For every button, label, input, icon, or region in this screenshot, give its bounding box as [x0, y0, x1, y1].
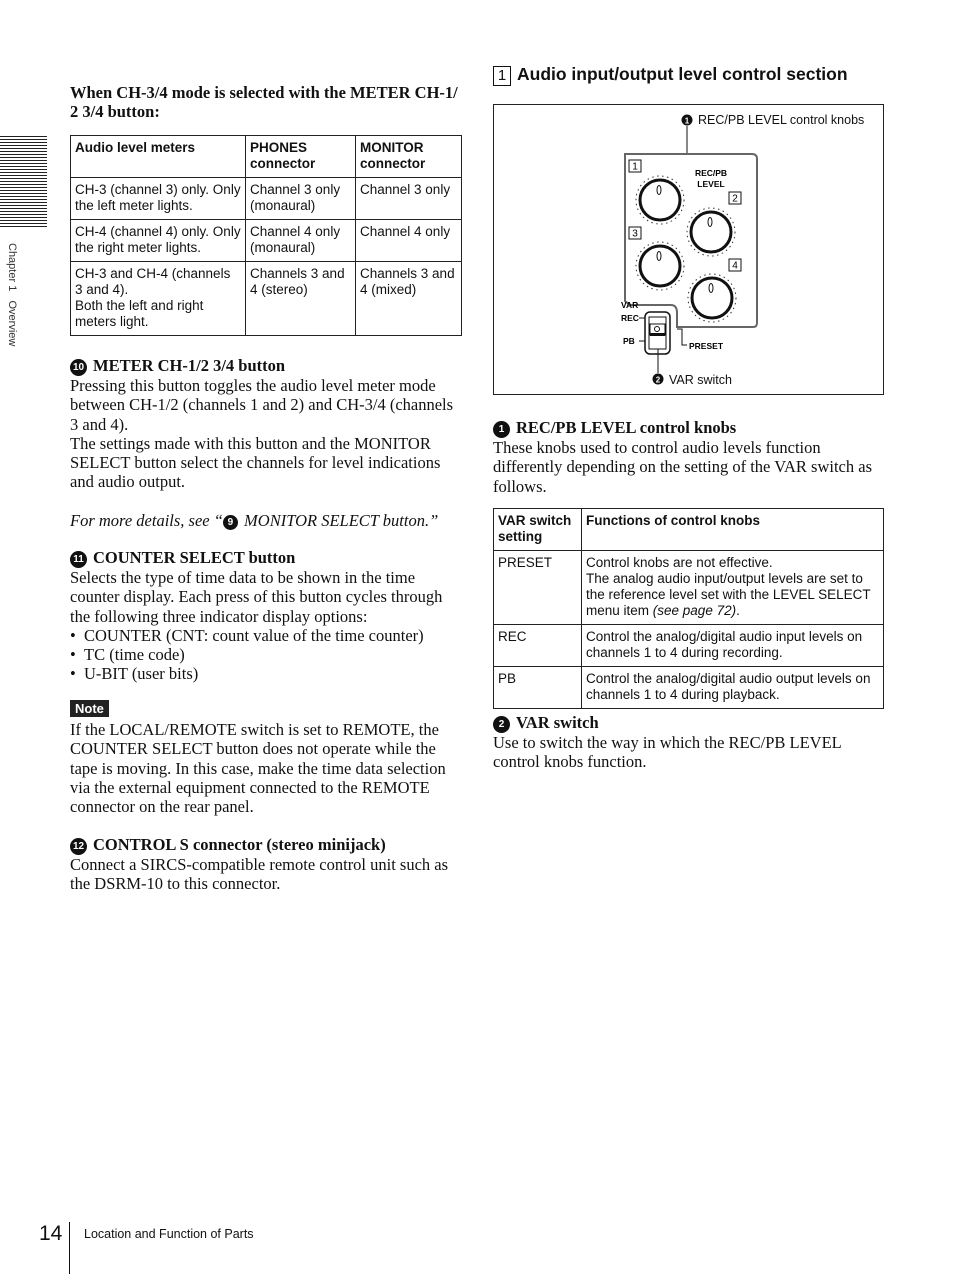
cell-text-end: .: [736, 603, 740, 618]
right-item-1-section: [493, 418, 884, 496]
item-11-title: COUNTER SELECT button: [93, 548, 296, 567]
cell-page-reference: (see page 72): [652, 603, 737, 618]
item-11-paragraph: Selects the type of time data to be shown in the time counter display. Each press of this button cycles through the following three indicator display options:: [70, 568, 443, 626]
panel-label-line-2: LEVEL: [697, 179, 725, 189]
section-title-text: Audio input/output level control section: [517, 64, 848, 84]
preset-label: PRESET: [689, 341, 724, 351]
table-cell: Channel 4 only: [356, 220, 462, 262]
table-cell: CH-3 and CH-4 (channels 3 and 4). Both the left and right meters light.: [71, 262, 246, 336]
number-badge: 2: [493, 716, 510, 733]
table-cell: Channel 4 only (monaural): [246, 220, 356, 262]
table-cell: Channels 3 and 4 (mixed): [356, 262, 462, 336]
knob-number-4: 4: [732, 260, 738, 272]
item-12-section: [70, 835, 462, 894]
table-header-row: [71, 136, 462, 178]
table-header: Functions of control knobs: [582, 509, 884, 551]
item-11-section: [70, 548, 462, 684]
control-panel-figure: [493, 104, 884, 395]
table-cell: Control the analog/digital audio output levels on channels 1 to 4 during playback.: [582, 667, 884, 709]
table-row: [71, 220, 462, 262]
table-header: PHONES connector: [246, 136, 356, 178]
item-10-paragraph-2: The settings made with this button and the MONITOR SELECT button select the channels for level indications and audio output.: [70, 433, 441, 492]
var-switch-table: [493, 508, 884, 709]
table-header-row: [494, 509, 884, 551]
right-item-2-paragraph: Use to switch the way in which the REC/PB LEVEL control knobs function.: [493, 733, 842, 772]
right-item-1-heading: [493, 418, 884, 438]
table-row: [494, 667, 884, 709]
table-cell: Channel 3 only: [356, 178, 462, 220]
table-cell: PB: [494, 667, 582, 709]
right-item-2-title: VAR switch: [516, 713, 599, 732]
item-10-reference: [70, 511, 462, 530]
note-section: [70, 700, 462, 816]
table-cell: [582, 551, 884, 625]
cell-text: Control knobs are not effective. The analog audio input/output levels are set to the reference level set with the LEVEL SELECT menu item: [586, 555, 871, 618]
note-label: Note: [70, 700, 109, 717]
table-row: [494, 625, 884, 667]
knob-2[interactable]: [687, 208, 735, 256]
list-item: • COUNTER (CNT: count value of the time counter): [70, 626, 462, 645]
number-badge: 1: [493, 421, 510, 438]
reference-prefix: For more details, see “: [70, 510, 223, 530]
pb-label: PB: [623, 336, 635, 346]
audio-meter-table: [70, 135, 462, 336]
callout-1-label: REC/PB LEVEL control knobs: [698, 113, 865, 127]
item-12-heading: [70, 835, 462, 855]
table-cell: Channel 3 only (monaural): [246, 178, 356, 220]
callout-2-label: VAR switch: [669, 373, 732, 387]
item-10-heading: [70, 356, 462, 376]
chapter-tab-label: Chapter 1 Overview: [6, 243, 18, 347]
number-badge: 9: [223, 515, 238, 530]
item-12-paragraph: Connect a SIRCS-compatible remote control unit such as the DSRM-10 to this connector.: [70, 855, 449, 894]
section-title: [493, 64, 884, 86]
var-label: VAR: [621, 300, 639, 310]
item-10-title: METER CH-1/2 3/4 button: [93, 356, 286, 375]
item-10-section: [70, 356, 462, 530]
display-options-list: [70, 626, 462, 684]
knob-number-2: 2: [732, 193, 738, 205]
chapter-tab-bars: [0, 136, 47, 230]
knob-number-3: 3: [632, 228, 638, 240]
table-row: [71, 262, 462, 336]
right-item-2-heading: [493, 713, 884, 733]
table-row: [71, 178, 462, 220]
section-number: 1: [493, 66, 511, 86]
number-badge: 10: [70, 359, 87, 376]
table-cell: Channels 3 and 4 (stereo): [246, 262, 356, 336]
item-11-heading: [70, 548, 462, 568]
list-item: • TC (time code): [70, 645, 462, 664]
item-12-title: CONTROL S connector (stereo minijack): [93, 835, 386, 854]
table-header: MONITOR connector: [356, 136, 462, 178]
item-10-paragraph-1: Pressing this button toggles the audio level meter mode between CH-1/2 (channels 1 and 2) and CH-3/4 (channels 3 and 4).: [70, 376, 454, 434]
number-badge: 12: [70, 838, 87, 855]
list-item: • U-BIT (user bits): [70, 664, 462, 683]
table-cell: CH-3 (channel 3) only. Only the left meter lights.: [71, 178, 246, 220]
table-header: VAR switch setting: [494, 509, 582, 551]
knob-4[interactable]: [688, 274, 736, 322]
knob-3[interactable]: [636, 242, 684, 290]
right-item-1-title: REC/PB LEVEL control knobs: [516, 418, 737, 437]
panel-label-line-1: REC/PB: [694, 168, 728, 178]
panel-illustration: [494, 105, 883, 394]
intro-heading: When CH-3/4 mode is selected with the METER CH-1/ 2 3/4 button:: [70, 83, 458, 121]
preset-leader: [677, 329, 687, 345]
table-cell: REC: [494, 625, 582, 667]
note-text: If the LOCAL/REMOTE switch is set to REMOTE, the COUNTER SELECT button does not operate while the tape is moving. In this case, make the time data selection via the external equipment connected to the REMOTE connector on the rear panel.: [70, 720, 446, 817]
table-cell: Control the analog/digital audio input levels on channels 1 to 4 during recording.: [582, 625, 884, 667]
number-badge: 11: [70, 551, 87, 568]
callout-2-number: 2: [655, 375, 661, 385]
callout-1-number: 1: [684, 116, 690, 126]
footer-section-title: Location and Function of Parts: [84, 1227, 254, 1241]
right-item-1-paragraph: These knobs used to control audio levels function differently depending on the setting of the VAR switch as follows.: [493, 438, 872, 496]
var-switch[interactable]: [645, 312, 670, 354]
knob-1[interactable]: [636, 176, 684, 224]
right-item-2-section: [493, 713, 884, 772]
table-row: [494, 551, 884, 625]
page-number: 14: [39, 1222, 63, 1245]
footer-divider: [69, 1222, 70, 1274]
knob-number-1: 1: [632, 161, 638, 173]
table-cell: PRESET: [494, 551, 582, 625]
rec-label: REC: [621, 313, 639, 323]
table-cell: CH-4 (channel 4) only. Only the right meter lights.: [71, 220, 246, 262]
table-header: Audio level meters: [71, 136, 246, 178]
reference-suffix: MONITOR SELECT button.”: [239, 510, 439, 530]
